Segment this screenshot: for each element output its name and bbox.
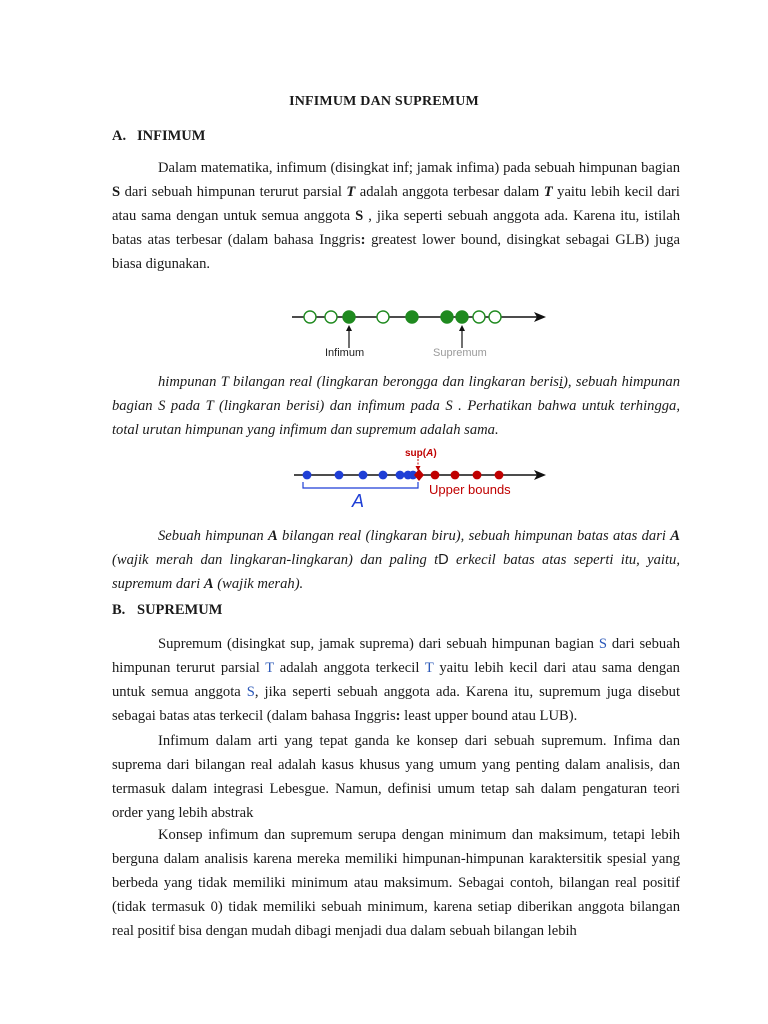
upper-bounds-svg xyxy=(288,444,552,510)
text-run: dari sebuah himpunan terurut parsial xyxy=(120,184,347,200)
symbol-t: T xyxy=(265,660,274,676)
text-run: i xyxy=(558,374,564,390)
filled-circle xyxy=(441,311,453,323)
text-run: (wajik merah dan lingkaran-lingkaran) dan paling t xyxy=(112,552,439,568)
text-run: : xyxy=(360,232,366,248)
open-circle xyxy=(304,311,316,323)
section-a-title: INFIMUM xyxy=(137,128,206,144)
text-run: yaitu lebih kecil dari atau sama dengan untuk semua anggota xyxy=(112,184,680,224)
section-a-heading xyxy=(112,128,205,145)
blue-point xyxy=(396,471,405,480)
section-b-letter: B. xyxy=(112,602,126,618)
text-run: , jika seperti sebuah anggota ada. Karena itu, supremum juga disebut sebagai batas atas terkecil (dalam bahasa Inggris xyxy=(112,684,680,724)
figure1-caption xyxy=(112,370,680,442)
text-run: bilangan real (lingkaran biru), sebuah himpunan batas atas dari xyxy=(277,528,671,544)
red-point xyxy=(431,471,440,480)
symbol-t: T xyxy=(543,184,553,200)
filled-circle xyxy=(343,311,355,323)
text-run: , jika seperti sebuah anggota ada. Karena itu, istilah batas atas terbesar (dalam bahasa Inggris xyxy=(112,208,680,248)
red-point xyxy=(451,471,460,480)
text-run: adalah anggota terbesar dalam xyxy=(355,184,544,200)
symbol-s: S xyxy=(246,684,255,700)
symbol-a: A xyxy=(203,576,214,592)
supremum-label: Supremum xyxy=(433,347,487,359)
blue-point xyxy=(379,471,388,480)
text-run: Sebuah himpunan xyxy=(158,528,268,544)
sup-label-a: A xyxy=(426,448,434,459)
text-run: dari sebuah himpunan terurut parsial xyxy=(112,636,680,676)
section-a-paragraph xyxy=(112,156,680,276)
text-run: adalah anggota terkecil xyxy=(273,660,425,676)
figure-infimum-number-line xyxy=(288,298,552,364)
open-circle xyxy=(377,311,389,323)
symbol-t: T xyxy=(346,184,356,200)
open-circle xyxy=(325,311,337,323)
text-run: Dalam matematika, infimum (disingkat inf; jamak infima) pada sebuah himpunan bagian xyxy=(158,160,680,176)
section-b-heading xyxy=(112,602,222,619)
symbol-s: S xyxy=(598,636,607,652)
figure-supremum-number-line xyxy=(288,444,552,510)
sup-label xyxy=(405,448,437,459)
text-run: Supremum (disingkat sup, jamak suprema) dari sebuah himpunan bagian xyxy=(158,636,599,652)
blue-point xyxy=(335,471,344,480)
blue-point xyxy=(303,471,312,480)
symbol-s: S xyxy=(112,184,121,200)
supremum-diamond xyxy=(414,469,424,481)
section-a-letter: A. xyxy=(112,128,127,144)
blue-point xyxy=(359,471,368,480)
open-circle xyxy=(473,311,485,323)
infimum-label: Infimum xyxy=(325,347,365,359)
set-a-label: A xyxy=(352,491,365,510)
text-run: ), sebuah himpunan bagian S pada T (lingkaran berisi) dan infimum pada S . Perhatikan bahwa untuk terhingga, total urutan himpunan yang infimum dan supremum adalah sama. xyxy=(112,374,680,438)
sup-label-prefix: sup( xyxy=(405,448,427,459)
open-circle xyxy=(489,311,501,323)
figure2-caption xyxy=(112,524,680,596)
section-b-paragraph-1 xyxy=(112,632,680,728)
text-run: (wajik merah). xyxy=(213,576,304,592)
text-run: : xyxy=(395,708,401,724)
section-b-paragraph-2: Infimum dalam arti yang tepat ganda ke konsep dari sebuah supremum. Infima dan suprema dari bilangan real adalah kasus khusus yang umum yang penting dalam analisis, dan termasuk dalam integrasi Lebesgue. Namun, definisi umum tetap sah dalam pengaturan teori order yang lebih abstrak xyxy=(112,733,680,821)
text-run: D xyxy=(438,552,449,568)
page-title: INFIMUM DAN SUPREMUM xyxy=(289,94,479,109)
red-point xyxy=(473,471,482,480)
section-b-title: SUPREMUM xyxy=(137,602,223,618)
symbol-t: T xyxy=(424,660,434,676)
upper-bounds-label: Upper bounds xyxy=(429,482,511,497)
text-run: himpunan T bilangan real (lingkaran berongga dan lingkaran beris xyxy=(158,374,559,390)
symbol-a: A xyxy=(267,528,278,544)
sup-label-suffix: ) xyxy=(433,448,437,459)
set-a-bracket xyxy=(303,482,418,488)
text-run: yaitu lebih kecil dari atau sama dengan untuk semua anggota xyxy=(112,660,680,700)
symbol-a: A xyxy=(670,528,680,544)
filled-circle xyxy=(456,311,468,323)
filled-circle xyxy=(406,311,418,323)
red-point xyxy=(495,471,504,480)
number-line-svg xyxy=(288,298,552,364)
symbol-s: S xyxy=(355,208,364,224)
section-b-paragraph-3: Konsep infimum dan supremum serupa dengan minimum dan maksimum, tetapi lebih berguna dalam analisis karena mereka memiliki himpunan-himpunan karaktersitik spesial yang berbeda yang tidak memiliki minimum atau maksimum. Sebagai contoh, bilangan real positif (tidak termasuk 0) tidak memiliki sebuah minimum, karena setiap diberikan anggota bilangan real positif bisa dengan mudah dibagi menjadi dua dalam sebuah bilangan lebih xyxy=(112,827,680,939)
supremum-pointer-arrow xyxy=(459,325,465,331)
text-run: least upper bound atau LUB). xyxy=(400,708,578,724)
text-run: greatest lower bound, disingkat sebagai GLB) juga biasa digunakan. xyxy=(112,232,681,272)
infimum-pointer-arrow xyxy=(346,325,352,331)
text-run: erkecil batas atas seperti itu, yaitu, supremum dari xyxy=(112,552,680,592)
